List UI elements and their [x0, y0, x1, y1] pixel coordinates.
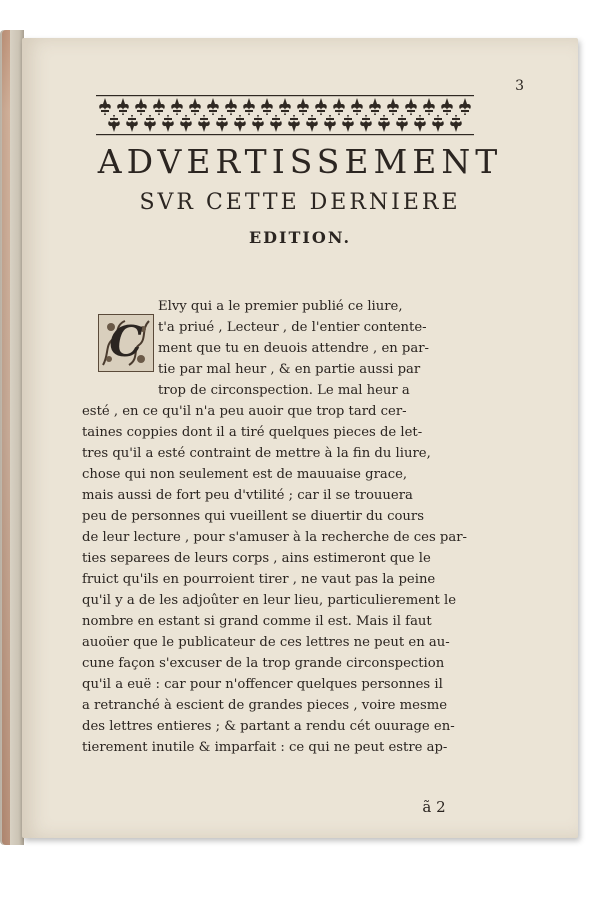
text-line: des lettres entieres ; & partant a rendu cét ouurage en-: [82, 719, 455, 734]
text-line: qu'il y a de les adjoûter en leur lieu, particulierement le: [82, 593, 457, 608]
title-edition: EDITION.: [248, 228, 352, 247]
text-line: tie par mal heur , & en partie aussi par: [158, 362, 421, 377]
text-line: tres qu'il a esté contraint de mettre à la fin du liure,: [82, 446, 431, 461]
binding-leather-edge: [2, 30, 10, 845]
decorated-initial: [98, 314, 154, 372]
text-line: chose qui non seulement est de mauuaise grace,: [82, 467, 408, 482]
text-line: auoüer que le publicateur de ces lettres ne peut en au-: [82, 635, 450, 650]
text-line: fruict qu'ils en pourroient tirer , ne vaut pas la peine: [82, 572, 436, 587]
text-line: a retranché à escient de grandes pieces , voire mesme: [82, 698, 448, 713]
text-line: taines coppies dont il a tiré quelques pieces de let-: [82, 425, 423, 440]
text-line: ties separees de leurs corps , ains estimeront que le: [82, 551, 431, 566]
text-line: qu'il a euë : car pour n'offencer quelques personnes il: [82, 677, 443, 692]
text-line: trop de circonspection. Le mal heur a: [158, 383, 410, 398]
text-line: nombre en estant si grand comme il est. Mais il faut: [82, 614, 432, 629]
text-line: peu de personnes qui vueillent se diuertir du cours: [82, 509, 424, 524]
text-line: t'a priué , Lecteur , de l'entier contente-: [158, 320, 427, 335]
text-line: esté , en ce qu'il n'a peu auoir que trop tard cer-: [82, 404, 407, 419]
signature-mark: ã 2: [422, 798, 446, 816]
text-line: cune façon s'excuser de la trop grande circonspection: [82, 656, 445, 671]
page-number: 3: [515, 78, 524, 94]
drop-cap-letter: C: [109, 317, 143, 366]
text-line: tierement inutile & imparfait : ce qui ne peut estre ap-: [82, 740, 448, 755]
title-subtitle: SVR CETTE DERNIERE: [139, 190, 461, 215]
text-line: de leur lecture , pour s'amuser à la recherche de ces par-: [82, 530, 467, 545]
text-line: mais aussi de fort peu d'vtilité ; car il se trouuera: [82, 488, 413, 503]
title-main: ADVERTISSEMENT: [97, 142, 503, 181]
text-line: ment que tu en deuois attendre , en par-: [158, 341, 429, 356]
ornamental-headpiece-icon: [96, 94, 474, 136]
book-page: [22, 38, 578, 838]
text-line: Elvy qui a le premier publié ce liure,: [158, 299, 403, 314]
